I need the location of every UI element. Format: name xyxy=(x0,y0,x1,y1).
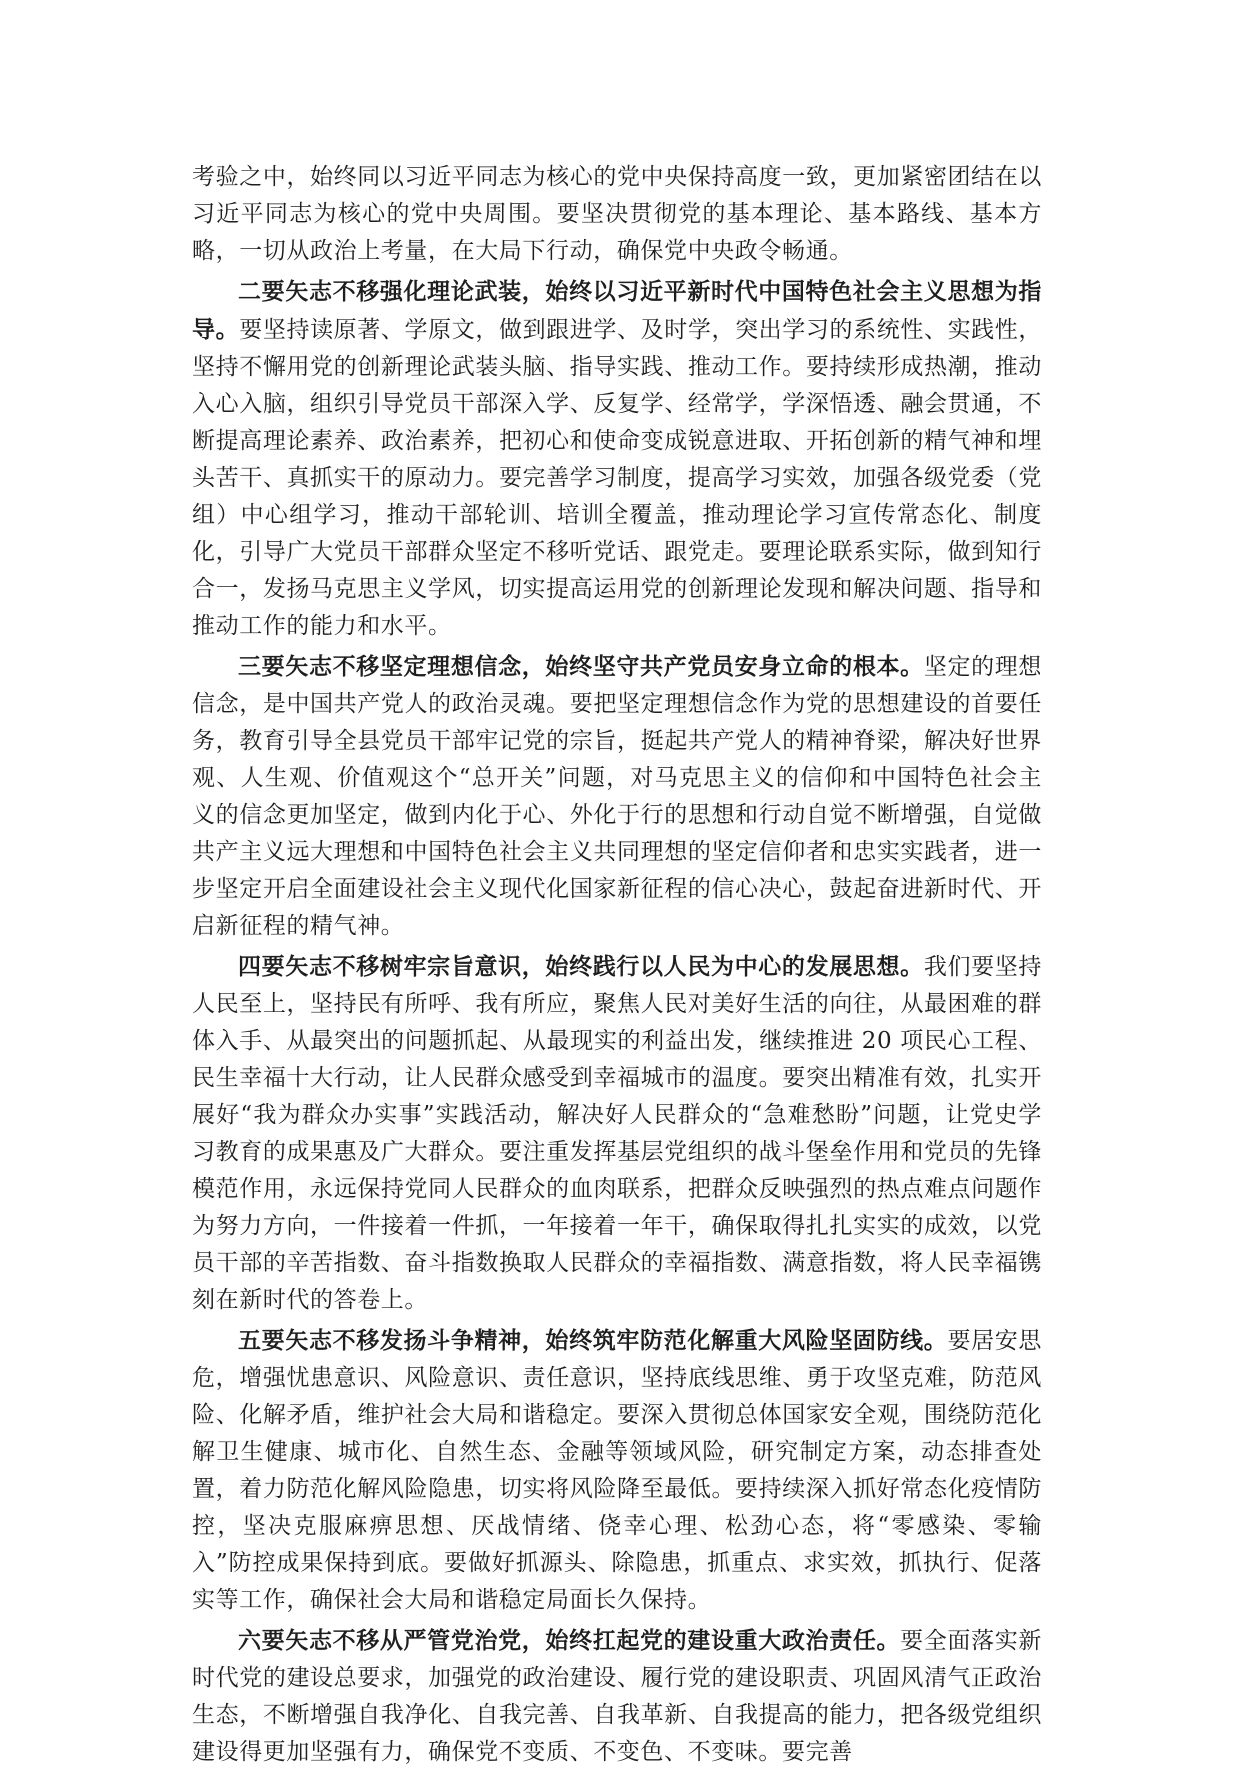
paragraph-lead: 四要矢志不移树牢宗旨意识，始终践行以人民为中心的发展思想。 xyxy=(238,953,924,980)
paragraph-risk xyxy=(192,1322,1042,1619)
paragraph-body: 要坚持读原著、学原文，做到跟进学、及时学，突出学习的系统性、实践性，坚持不懈用党的创新理论武装头脑、指导实践、推动工作。要持续形成热潮，推动入心入脑，组织引导党员干部深入学、反复学、经常学，学深悟透、融会贯通，不断提高理论素养、政治素养，把初心和使命变成锐意进取、开拓创新的精气神和埋头苦干、真抓实干的原动力。要完善学习制度，提高学习实效，加强各级党委（党组）中心组学习，推动干部轮训、培训全覆盖，推动理论学习宣传常态化、制度化，引导广大党员干部群众坚定不移听党话、跟党走。要理论联系实际，做到知行合一，发扬马克思主义学风，切实提高运用党的创新理论发现和解决问题、指导和推动工作的能力和水平。 xyxy=(192,317,1043,639)
paragraph-lead: 五要矢志不移发扬斗争精神，始终筑牢防范化解重大风险坚固防线。 xyxy=(238,1327,948,1354)
paragraph-lead: 二要矢志不移强化理论武装，始终以习近平新时代中国特色社会主义思想为指导。 xyxy=(192,278,1042,343)
paragraph-continuation xyxy=(192,158,1042,270)
paragraph-people xyxy=(192,948,1042,1319)
paragraph-theory xyxy=(192,273,1042,645)
paragraph-party-building xyxy=(192,1622,1042,1771)
paragraph-body: 我们要坚持人民至上，坚持民有所呼、我有所应，聚焦人民对美好生活的向往，从最困难的群体入手、从最突出的问题抓起、从最现实的利益出发，继续推进 20 项民心工程、民生幸福十大行动，让人民群众感受到幸福城市的温度。要突出精准有效，扎实开展好“我为群众办实事”实践活动，解决好人民群众的“急难愁盼”问题，让党史学习教育的成果惠及广大群众。要注重发挥基层党组织的战斗堡垒作用和党员的先锋模范作用，永远保持党同人民群众的血肉联系，把群众反映强烈的热点难点问题作为努力方向，一件接着一件抓，一年接着一年干，确保取得扎扎实实的成效，以党员干部的辛苦指数、奋斗指数换取人民群众的幸福指数、满意指数，将人民幸福镌刻在新时代的答卷上。 xyxy=(192,954,1043,1313)
paragraph-body: 要全面落实新时代党的建设总要求，加强党的政治建设、履行党的建设职责、巩固风清气正政治生态，不断增强自我净化、自我完善、自我革新、自我提高的能力，把各级党组织建设得更加坚强有力，确保党不变质、不变色、不变味。要完善 xyxy=(192,1628,1042,1765)
paragraph-lead: 六要矢志不移从严管党治党，始终扛起党的建设重大政治责任。 xyxy=(238,1627,901,1654)
paragraph-lead: 三要矢志不移坚定理想信念，始终坚守共产党员安身立命的根本。 xyxy=(238,653,924,680)
paragraph-body: 坚定的理想信念，是中国共产党人的政治灵魂。要把坚定理想信念作为党的思想建设的首要任务，教育引导全县党员干部牢记党的宗旨，挺起共产党人的精神脊梁，解决好世界观、人生观、价值观这个“总开关”问题，对马克思主义的信仰和中国特色社会主义的信念更加坚定，做到内化于心、外化于行的思想和行动自觉不断增强，自觉做共产主义远大理想和中国特色社会主义共同理想的坚定信仰者和忠实实践者，进一步坚定开启全面建设社会主义现代化国家新征程的信心决心，鼓起奋进新时代、开启新征程的精气神。 xyxy=(192,654,1043,939)
paragraph-ideals xyxy=(192,648,1042,945)
paragraph-body: 要居安思危，增强忧患意识、风险意识、责任意识，坚持底线思维、勇于攻坚克难，防范风险、化解矛盾，维护社会大局和谐稳定。要深入贯彻总体国家安全观，围绕防范化解卫生健康、城市化、自然生态、金融等领域风险，研究制定方案，动态排查处置，着力防范化解风险隐患，切实将风险降至最低。要持续深入抓好常态化疫情防控，坚决克服麻痹思想、厌战情绪、侥幸心理、松劲心态，将“零感染、零输入”防控成果保持到底。要做好抓源头、除隐患，抓重点、求实效，抓执行、促落实等工作，确保社会大局和谐稳定局面长久保持。 xyxy=(192,1328,1042,1613)
paragraph-body: 考验之中，始终同以习近平同志为核心的党中央保持高度一致，更加紧密团结在以习近平同志为核心的党中央周围。要坚决贯彻党的基本理论、基本路线、基本方略，一切从政治上考量，在大局下行动，确保党中央政令畅通。 xyxy=(192,164,1042,264)
